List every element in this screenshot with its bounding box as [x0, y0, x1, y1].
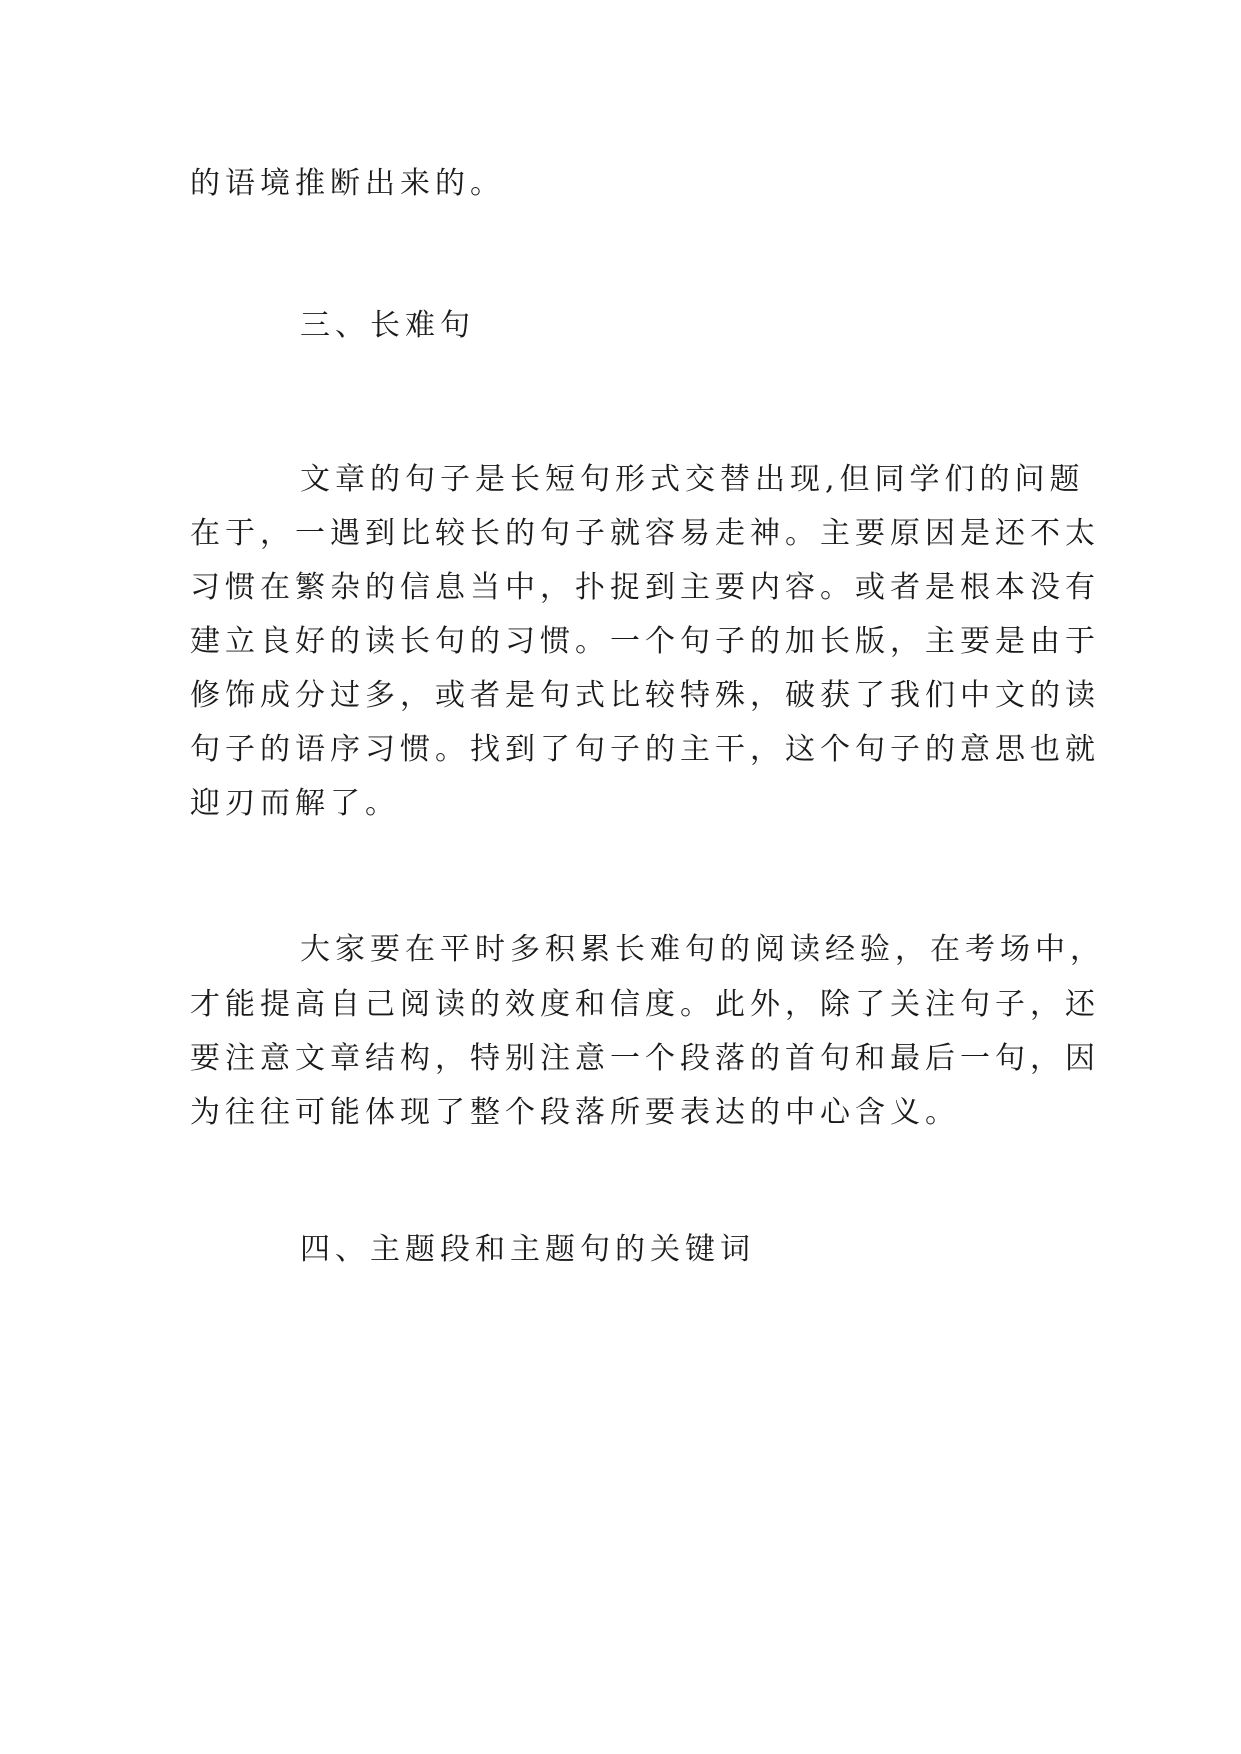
paragraph-line: 要注意文章结构，特别注意一个段落的首句和最后一句，因	[190, 1041, 1100, 1076]
paragraph-line: 习惯在繁杂的信息当中，扑捉到主要内容。或者是根本没有	[190, 570, 1100, 605]
paragraph-line: 修饰成分过多，或者是句式比较特殊，破获了我们中文的读	[190, 678, 1100, 713]
paragraph-line: 才能提高自己阅读的效度和信度。此外，除了关注句子，还	[190, 987, 1100, 1022]
paragraph-line: 迎刃而解了。	[190, 786, 400, 821]
paragraph-line: 为往往可能体现了整个段落所要表达的中心含义。	[190, 1095, 960, 1130]
paragraph-line: 在于，一遇到比较长的句子就容易走神。主要原因是还不太	[190, 516, 1100, 551]
paragraph-line: 句子的语序习惯。找到了句子的主干，这个句子的意思也就	[190, 732, 1100, 767]
paragraph-line: 建立良好的读长句的习惯。一个句子的加长版，主要是由于	[190, 624, 1100, 659]
continuation-line: 的语境推断出来的。	[190, 166, 505, 201]
paragraph-line: 文章的句子是长短句形式交替出现,但同学们的问题	[300, 462, 1085, 497]
section-heading-4: 四、主题段和主题句的关键词	[300, 1232, 755, 1267]
section-heading-3: 三、长难句	[300, 308, 475, 343]
paragraph-line: 大家要在平时多积累长难句的阅读经验，在考场中，	[300, 932, 1105, 967]
